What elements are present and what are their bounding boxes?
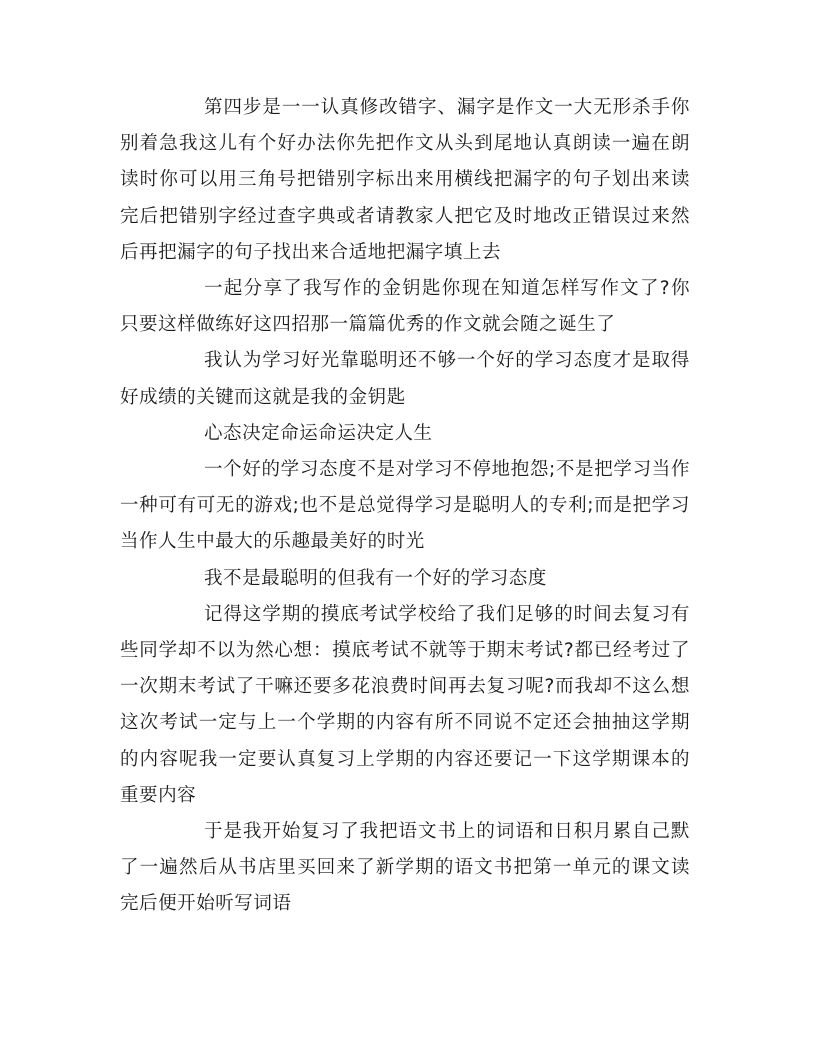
paragraph-study-attitude: 我认为学习好光靠聪明还不够一个好的学习态度才是取得好成绩的关键而这就是我的金钥匙 — [120, 350, 690, 408]
paragraph-mock-exam: 记得这学期的摸底考试学校给了我们足够的时间去复习有些同学却不以为然心想：摸底考试不就等于期末考试?都已经考过了一次期末考试了干嘛还要多花浪费时间再去复习呢?而我却不这么想这次考试一定与上一个学期的内容有所不同说不定还会抽抽这学期的内容呢我一定要认真复习上学期的内容还要记一下这学期课本的重要内容 — [120, 603, 690, 806]
paragraph-not-smartest: 我不是最聪明的但我有一个好的学习态度 — [204, 567, 547, 589]
paragraph-review-start: 于是我开始复习了我把语文书上的词语和日积月累自己默了一遍然后从书店里买回来了新学期的语文书把第一单元的课文读完后便开始听写词语 — [120, 821, 690, 915]
paragraph-golden-key-summary: 一起分享了我写作的金钥匙你现在知道怎样写作文了?你只要这样做练好这四招那一篇篇优秀的作文就会随之诞生了 — [120, 278, 690, 336]
paragraph-mindset: 心态决定命运命运决定人生 — [204, 422, 433, 444]
paragraph-good-attitude: 一个好的学习态度不是对学习不停地抱怨;不是把学习当作一种可有可无的游戏;也不是总觉得学习是聪明人的专利;而是把学习当作人生中最大的乐趣最美好的时光 — [120, 459, 690, 553]
paragraph-step-four: 第四步是一一认真修改错字、漏字是作文一大无形杀手你别着急我这儿有个好办法你先把作文从头到尾地认真朗读一遍在朗读时你可以用三角号把错别字标出来用横线把漏字的句子划出来读完后把错别字经过查字典或者请教家人把它及时地改正错误过来然后再把漏字的句子找出来合适地把漏字填上去 — [120, 97, 690, 263]
